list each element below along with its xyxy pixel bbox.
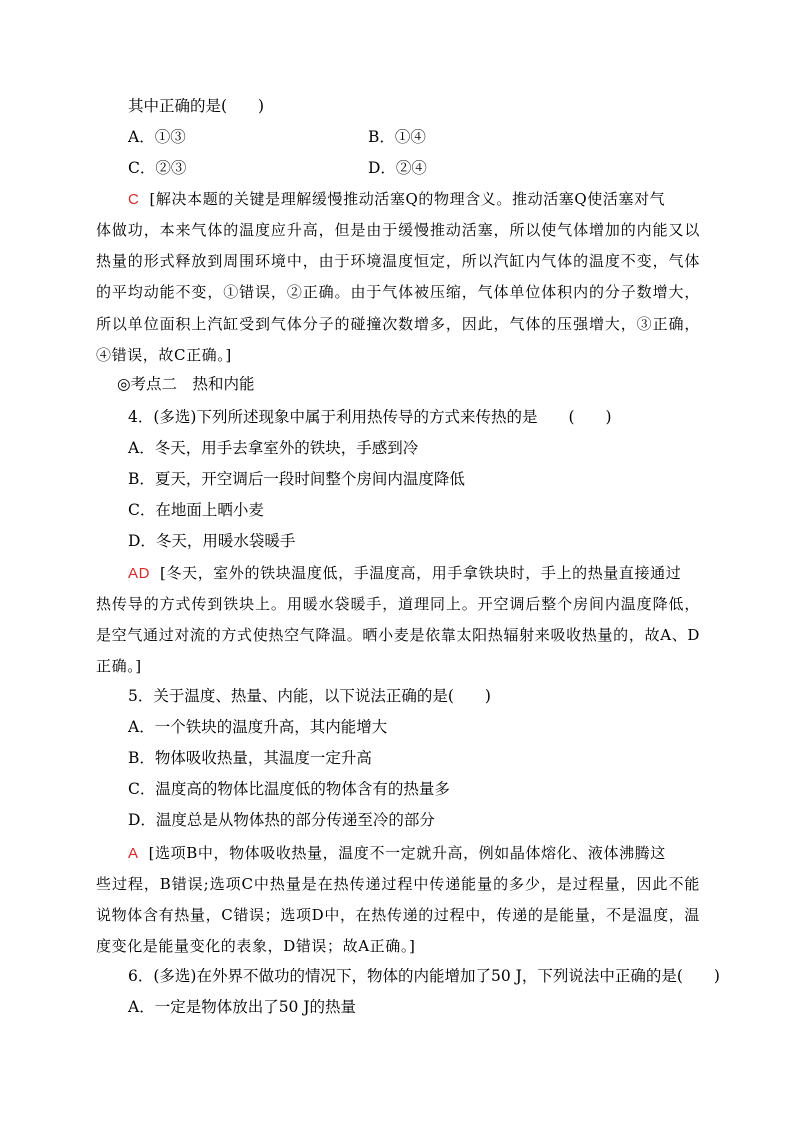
q5-explanation-start: [选项B中，物体吸收热量，温度不一定就升高，例如晶体熔化、液体沸腾这 (148, 844, 666, 862)
q5-option-a: A．一个铁块的温度升高，其内能增大 (128, 718, 388, 736)
q3-explanation-first-line (128, 184, 700, 215)
q4-explanation-first-line (128, 558, 700, 589)
q4-explanation-body: 热传导的方式传到铁块上。用暖水袋暖手，道理同上。开空调后整个房间内温度降低，是空气通过对流的方式使热空气降温。晒小麦是依靠太阳热辐射来吸收热量的，故A、D正确。] (96, 595, 700, 676)
q3-option-a: A．①③ (128, 128, 186, 146)
q5-option-c: C．温度高的物体比温度低的物体含有的热量多 (128, 780, 450, 798)
q5-answer: A (128, 845, 139, 862)
q3-answer: C (128, 191, 140, 208)
q6-stem: 6．(多选)在外界不做功的情况下，物体的内能增加了50 J，下列说法中正确的是( ) (128, 967, 720, 985)
q4-option-b: B．夏天，开空调后一段时间整个房间内温度降低 (128, 470, 465, 488)
q5-explanation-first-line (128, 838, 700, 869)
q5-explanation-body: 些过程，B错误;选项C中热量是在热传递过程中传递能量的多少，是过程量，因此不能说物体含有热量，C错误；选项D中，在热传递的过程中，传递的是能量，不是温度，温度变化是能量变化的表象，D错误；故A正确。] (96, 875, 700, 956)
q4-stem: 4．(多选)下列所述现象中属于利用热传导的方式来传热的是 ( ) (128, 408, 612, 426)
q4-option-d: D．冬天，用暖水袋暖手 (128, 532, 296, 550)
q5-option-b: B．物体吸收热量，其温度一定升高 (128, 749, 372, 767)
q3-option-d: D．②④ (368, 159, 427, 177)
q5-option-d: D．温度总是从物体热的部分传递至冷的部分 (128, 811, 435, 829)
q3-explanation-start: [解决本题的关键是理解缓慢推动活塞Q的物理含义。推动活塞Q使活塞对气 (149, 190, 666, 208)
q6-option-a: A．一定是物体放出了50 J的热量 (128, 998, 357, 1016)
q3-option-c: C．②③ (128, 159, 187, 177)
q4-explanation-start: [冬天，室外的铁块温度低，手温度高，用手拿铁块时，手上的热量直接通过 (160, 564, 682, 582)
q5-stem: 5．关于温度、热量、内能，以下说法正确的是( ) (128, 687, 491, 705)
q3-option-b: B．①④ (368, 128, 426, 146)
q3-stem-tail: 其中正确的是( ) (128, 97, 265, 115)
q3-explanation-body: 体做功，本来气体的温度应升高，但是由于缓慢推动活塞，所以使气体增加的内能又以热量的形式释放到周围环境中，由于环境温度恒定，所以汽缸内气体的温度不变，气体的平均动能不变，①错误，②正确。由于气体被压缩，气体单位体积内的分子数增大，所以单位面积上汽缸受到气体分子的碰撞次数增多，因此，气体的压强增大，③正确，④错误，故C正确。] (96, 221, 700, 364)
q4-answer: AD (128, 565, 151, 582)
q4-option-c: C．在地面上晒小麦 (128, 501, 264, 519)
section-heading: ◎考点二 热和内能 (117, 375, 255, 393)
q4-option-a: A．冬天，用手去拿室外的铁块，手感到冷 (128, 439, 419, 457)
